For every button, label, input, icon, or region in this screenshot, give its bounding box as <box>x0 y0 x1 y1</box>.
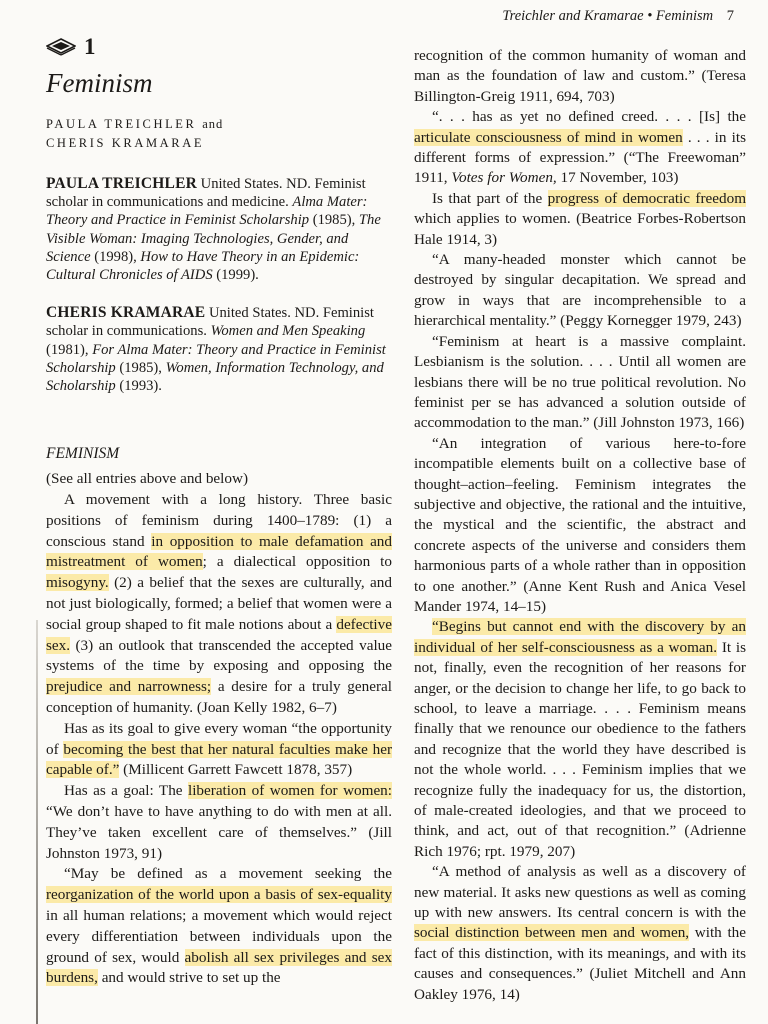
page-number: 7 <box>726 8 734 24</box>
bio-text: (1981), <box>46 341 93 358</box>
bio-work: Women, Information Technology, and Scholarship <box>46 359 384 395</box>
definition-paragraph: recognition of the common humanity of woman and man as the foundation of law and custom.” (Teresa Billington-Greig 1911, 694, 703) <box>414 47 746 105</box>
chapter-title: Feminism <box>46 68 153 98</box>
bio-work: The Visible Woman: Imaging Technologies, Gender, and Science <box>46 212 381 265</box>
bio-work: For Alma Mater: Theory and Practice in Feminist Scholarship <box>46 341 386 376</box>
author-a: PAULA TREICHLER <box>46 117 197 131</box>
highlight: articulate consciousness of mind in women <box>414 128 683 146</box>
highlight: liberation of women for women: <box>187 782 392 800</box>
highlight: prejudice and narrowness; <box>46 678 212 696</box>
bio-treichler <box>46 175 392 284</box>
bio-work: Women and Men Speaking <box>210 323 366 340</box>
left-column <box>46 34 392 989</box>
chapter-number: 1 <box>84 34 96 59</box>
bio-text: United States. ND. Feminist scholar in communications and medicine. <box>46 176 366 211</box>
bio-name: PAULA TREICHLER <box>46 175 197 192</box>
definition-paragraph: Is that part of the progress of democratic freedom which applies to women. (Beatrice Forbes-Robertson Hale 1914, 3) <box>414 189 747 248</box>
bio-work: Alma Mater: Theory and Practice in Feminist Scholarship <box>46 194 368 229</box>
highlight: progress of democratic freedom <box>547 189 747 207</box>
definition-paragraph: “Begins but cannot end with the discovery by an individual of her self-consciousness as a woman. It is not, finally, even the recognition of her reasons for anger, or the decision to change her life, to go back to school, to leave a marriage. . . . Feminism means finally that we renounce our obedience to the fathers and recognize that the world they have described is not the whole world. . . . Feminism implies that we recognize fully the inadequacy for us, the distortion, of male-created ideologies, and that we proceed to think, and act, out of that recognition.” (Adrienne Rich 1976; rpt. 1979, 207) <box>414 618 746 860</box>
definition-paragraph: Has as its goal to give every woman “the opportunity of becoming the best that her natural faculties make her capable of.” (Millicent Garrett Fawcett 1878, 357) <box>46 719 393 779</box>
highlight: in opposition to male defamation and mistreatment of women <box>46 532 392 571</box>
page-gutter <box>36 620 38 1024</box>
running-head <box>502 8 734 25</box>
definition-paragraph: “A method of analysis as well as a discovery of new material. It asks new questions as well as coming up with new answers. Its central concern is with the social distinction between men and women, with the fact of this distinction, with its meanings, and with its causes and consequences.” (Juliet Mitchell and Ann Oakley 1976, 14) <box>414 863 746 1003</box>
highlight: social distinction between men and women, <box>414 924 690 942</box>
highlight: “Begins but cannot end with the discovery by an individual of her self-consciousness as a woman. <box>414 618 746 656</box>
section-heading: FEMINISM <box>46 445 120 463</box>
highlight: becoming the best that her natural faculties make her capable of.” <box>46 740 393 779</box>
definition-paragraph: “Feminism at heart is a massive complaint. Lesbianism is the solution. . . . Until all women are lesbians there will be no true political revolution. No feminist per se has advanced a solution outside of accommodation to the man.” (Jill Johnston 1973, 166) <box>414 332 746 432</box>
highlight: misogyny. <box>46 574 109 592</box>
right-column <box>414 46 746 1005</box>
author-conjunction: and <box>202 117 224 131</box>
definition-paragraph: Has as a goal: The liberation of women for women: “We don’t have to have anything to do with men at all. They’ve taken excellent care of themselves.” (Jill Johnston 1973, 91) <box>46 782 392 862</box>
definition-paragraph: “An integration of various here-to-fore incompatible elements built on a collective base of thought–action–feeling. Feminism integrates the subjective and objective, the rational and the intuitive, the mystical and the scientific, the abstract and concrete aspects of the universe and considers them harmonious parts of a whole rather than in opposition to one another.” (Anne Kent Rush and Anica Vesel Mander 1974, 14–15) <box>414 434 746 615</box>
bio-text: (1993). <box>115 378 162 395</box>
bio-kramarae <box>46 304 392 395</box>
bio-work: How to Have Theory in an Epidemic: Cultural Chronicles of AIDS <box>46 248 360 284</box>
definition-paragraph: “May be defined as a movement seeking the reorganization of the world upon a basis of sex-equality in all human relations; a movement which would reject every differentiation between individuals upon the ground of sex, would abolish all sex privileges and sex burdens, and would strive to set up the <box>46 865 392 987</box>
chapter-mark <box>46 34 392 60</box>
bio-name: CHERIS KRAMARAE <box>46 304 206 322</box>
definition-paragraph: A movement with a long history. Three basic positions of feminism during 1400–1789: (1) a conscious stand in opposition to male defamation and mistreatment of women; a dialectical opposition to misogyny. (2) a belief that the sexes are culturally, and not just biologically, formed; a belief that women were a social group shaped to fit male notions about a defective sex. (3) an outlook that transcended the accepted value systems of the time by exposing and opposing the prejudice and narrowness; a desire for a truly general conception of humanity. (Joan Kelly 1982, 6–7) <box>46 491 392 716</box>
highlight: abolish all sex privileges and sex burdens, <box>46 948 392 987</box>
definition-paragraph: “. . . has as yet no defined creed. . . . [Is] the articulate consciousness of mind in women . . . in its different forms of expression.” (“The Freewoman” 1911, Votes for Women, 17 November, 103) <box>414 108 746 187</box>
author-b: CHERIS KRAMARAE <box>46 136 205 150</box>
running-head-title: Treichler and Kramarae • Feminism <box>502 8 714 24</box>
highlight: reorganization of the world upon a basis of sex-equality <box>46 886 392 904</box>
highlight: defective sex. <box>46 615 392 654</box>
diamond-icon <box>46 38 76 56</box>
see-all-note: (See all entries above and below) <box>46 470 248 488</box>
bio-text: (1985), <box>309 212 359 229</box>
bio-text: (1998), <box>90 248 141 265</box>
left-body <box>46 469 392 989</box>
bio-text: United States. ND. Feminist scholar in communications. <box>46 305 374 340</box>
definition-paragraph: “A many-headed monster which cannot be destroyed by singular decapitation. We spread and grow in ways that are incomprehensible to a hierarchical mentality.” (Peggy Kornegger 1979, 243) <box>414 251 746 330</box>
chapter-authors <box>46 115 392 153</box>
bio-text: (1999). <box>212 267 259 284</box>
bio-text: (1985), <box>115 359 166 376</box>
